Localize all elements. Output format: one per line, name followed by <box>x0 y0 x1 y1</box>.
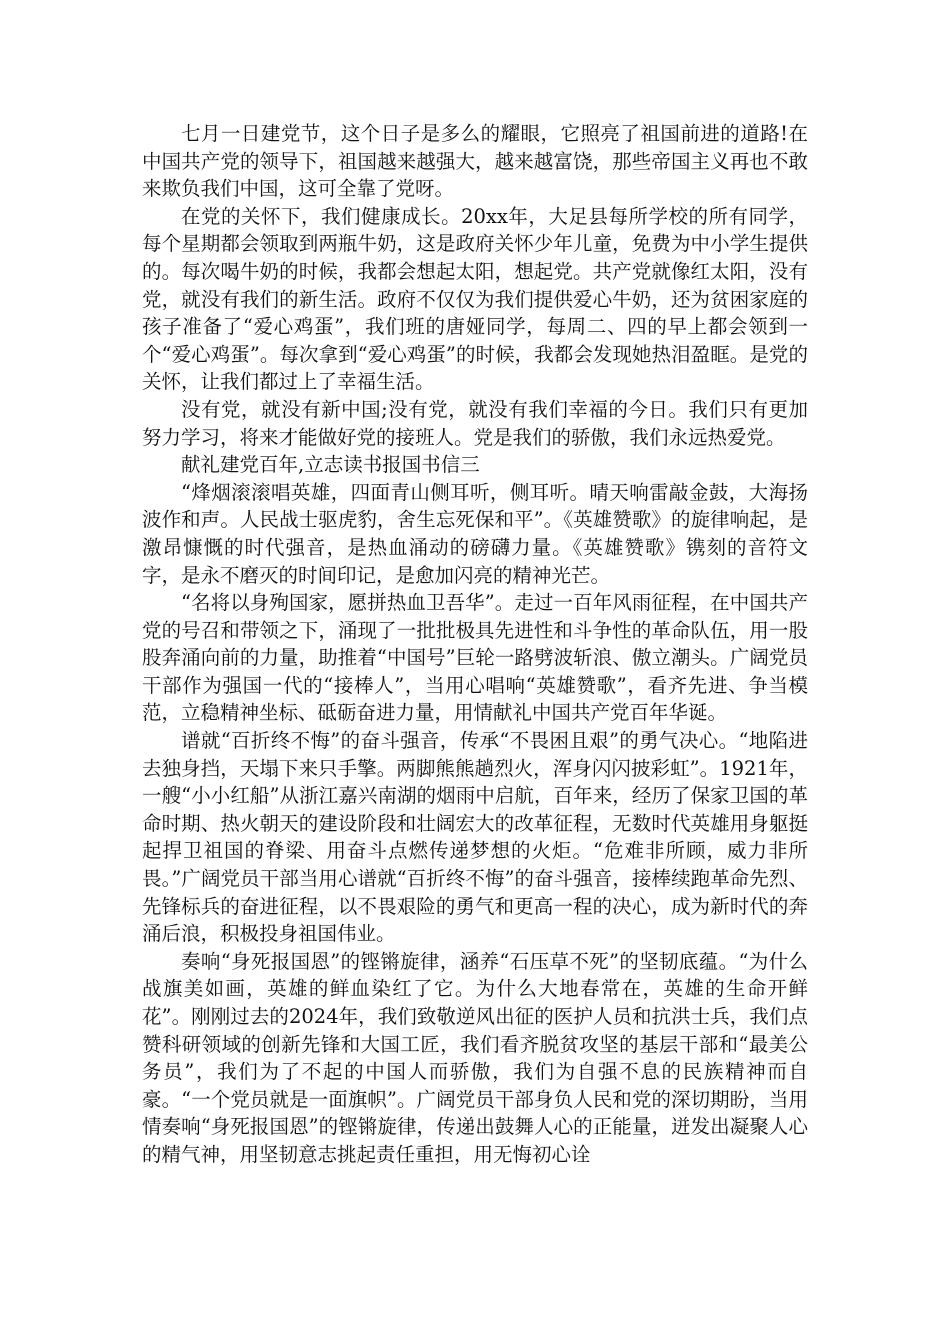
paragraph-3: 没有党，就没有新中国;没有党，就没有我们幸福的今日。我们只有更加努力学习，将来才能做好党的接班人。党是我们的骄傲，我们永远热爱党。 <box>142 397 808 449</box>
paragraph-8: 奏响“身死报国恩”的铿锵旋律，涵养“石压草不死”的坚韧底蕴。“为什么战旗美如画，英雄的鲜血染红了它。为什么大地春常在，英雄的生命开鲜花”。刚刚过去的2024年，我们致敬逆风出征的医护人员和抗洪士兵，我们点赞科研领域的创新先锋和大国工匠，我们看齐脱贫攻坚的基层干部和“最美公务员”，我们为了不起的中国人而骄傲，我们为自强不息的民族精神而自豪。“一个党员就是一面旗帜”。广阔党员干部身负人民和党的深切期盼，当用情奏响“身死报国恩”的铿锵旋律，传递出鼓舞人心的正能量，迸发出凝聚人心的精气神，用坚韧意志挑起责任重担，用无悔初心诠 <box>142 949 808 1166</box>
paragraph-1: 七月一日建党节，这个日子是多么的耀眼，它照亮了祖国前进的道路!在中国共产党的领导下，祖国越来越强大，越来越富饶，那些帝国主义再也不敢来欺负我们中国，这可全靠了党呀。 <box>142 122 808 201</box>
paragraph-6: “名将以身殉国家，愿拼热血卫吾华”。走过一百年风雨征程，在中国共产党的号召和带领之下，涌现了一批批极具先进性和斗争性的革命队伍，用一股股奔涌向前的力量，助推着“中国号”巨轮一路劈波斩浪、傲立潮头。广阔党员干部作为强国一代的“接棒人”，当用心唱响“英雄赞歌”，看齐先进、争当模范，立稳精神坐标、砥砺奋进力量，用情献礼中国共产党百年华诞。 <box>142 591 808 725</box>
paragraph-2: 在党的关怀下，我们健康成长。20xx年，大足县每所学校的所有同学，每个星期都会领取到两瓶牛奶，这是政府关怀少年儿童，免费为中小学生提供的。每次喝牛奶的时候，我都会想起太阳，想起党。共产党就像红太阳，没有党，就没有我们的新生活。政府不仅仅为我们提供爱心牛奶，还为贫困家庭的孩子准备了“爱心鸡蛋”，我们班的唐娅同学，每周二、四的早上都会领到一个“爱心鸡蛋”。每次拿到“爱心鸡蛋”的时候，我都会发现她热泪盈眶。是党的关怀，让我们都过上了幸福生活。 <box>142 204 808 394</box>
section-heading: 献礼建党百年,立志读书报国书信三 <box>181 453 480 477</box>
paragraph-7: 谱就“百折终不悔”的奋斗强音，传承“不畏困且艰”的勇气决心。“地陷进去独身挡，天塌下来只手擎。两脚熊熊趟烈火，浑身闪闪披彩虹”。1921年，一艘“小小红船”从浙江嘉兴南湖的烟雨中启航，百年来，经历了保家卫国的革命时期、热火朝天的建设阶段和壮阔宏大的改革征程，无数时代英雄用身躯挺起捍卫祖国的脊梁、用奋斗点燃传递梦想的火炬。“危难非所顾，威力非所畏。”广阔党员干部当用心谱就“百折终不悔”的奋斗强音，接棒续跑革命先烈、先锋标兵的奋进征程，以不畏艰险的勇气和更高一程的决心，成为新时代的奔涌后浪，积极投身祖国伟业。 <box>142 729 808 946</box>
document-body <box>142 120 808 1169</box>
paragraph-5: “烽烟滚滚唱英雄，四面青山侧耳听，侧耳听。晴天响雷敲金鼓，大海扬波作和声。人民战士驱虎豹，舍生忘死保和平”。《英雄赞歌》的旋律响起，是激昂慷慨的时代强音，是热血涌动的磅礴力量。《英雄赞歌》镌刻的音符文字，是永不磨灭的时间印记，是愈加闪亮的精神光芒。 <box>142 480 808 587</box>
